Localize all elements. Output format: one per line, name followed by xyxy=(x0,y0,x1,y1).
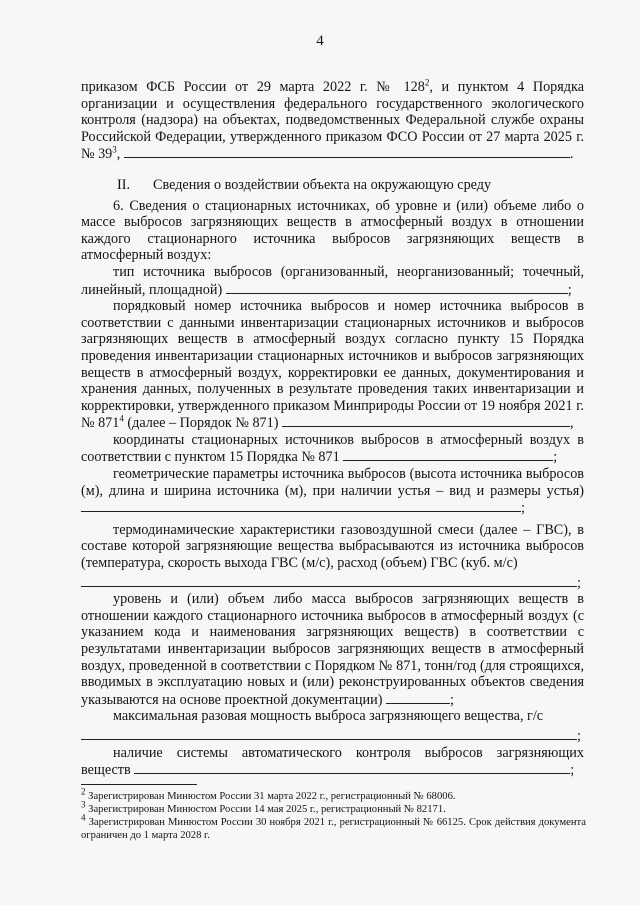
punct: , xyxy=(570,415,574,432)
geometry-field xyxy=(81,466,584,517)
source-type-field xyxy=(81,264,584,298)
footnote-ref-3: 3 xyxy=(112,144,117,155)
geometry-label: геометрические параметры источника выбросов (высота источника выбросов (м), длина и ширина источника (м), при наличии устья – вид и размеры устья) xyxy=(81,466,584,499)
auto-control-field xyxy=(81,745,584,779)
punct: ; xyxy=(577,574,581,591)
footnote-number: 3 xyxy=(81,799,86,810)
footnote-number: 4 xyxy=(81,812,86,823)
punct: ; xyxy=(449,691,454,708)
intro-text-b: , и пунктом 4 Порядка организации и осуществления федерального государственного экологического контроля (надзора) на объектах, подведомственных Федеральной службе охраны Российской Федерации, утвержденного приказом ФСО России от 27 марта 2025 г. № 39 xyxy=(81,79,584,163)
blank-line xyxy=(81,499,521,512)
item6-intro: 6. Сведения о стационарных источниках, об уровне и (или) объеме либо о массе выбросов загрязняющих веществ в атмосферный воздух в отношении каждого стационарного источника выбросов загрязняющих веществ в атмосферный воздух: xyxy=(81,197,584,264)
level-label: уровень и (или) объем либо масса выбросов загрязняющих веществ в отношении каждого стационарного источника выбросов в атмосферный воздух (с указанием кода и наименования загрязняющих веществ) в соответствии с результатами инвентаризации выбросов загрязняющих веществ в атмосферный воздух, проведенной в соответствии с Порядком № 871, тонн/год (для строящихся, вводимых в эксплуатацию новых и (или) реконструированных объектов сведения указываются на основе проектной документации) xyxy=(81,591,584,708)
auto-control-label: наличие системы автоматического контроля выбросов загрязняющих веществ xyxy=(81,744,584,779)
serial-number-label-a: порядковый номер источника выбросов и номер источника выбросов в соответствии с данными инвентаризации стационарных источников и выбросов загрязняющих веществ в атмосферный воздух согласно пункту 15 Порядка проведения инвентаризации стационарных источников и выбросов загрязняющих веществ в атмосферный воздух, корректировки ее данных, документирования и хранения данных, полученных в результате проведения таких инвентаризации и корректировки, утвержденного приказом Минприроды России от 19 ноября 2021 г. № 871 xyxy=(81,298,584,432)
blank-line xyxy=(81,572,577,587)
blank-line xyxy=(81,725,577,740)
section-title: Сведения о воздействии объекта на окружающую среду xyxy=(153,176,492,193)
footnote-number: 2 xyxy=(81,786,86,797)
blank-line xyxy=(282,414,570,427)
blank-line xyxy=(343,448,553,461)
level-field xyxy=(81,591,584,708)
intro-tail: , xyxy=(116,146,124,163)
footnote xyxy=(81,812,586,842)
serial-number-label-b: (далее – Порядок № 871) xyxy=(123,415,279,432)
blank-line xyxy=(386,691,450,704)
punct: ; xyxy=(567,281,572,298)
blank-line xyxy=(134,761,570,774)
footnote-text: Зарегистрирован Минюстом России 31 марта 2022 г., регистрационный № 68006. xyxy=(85,791,456,802)
intro-text-a: приказом ФСБ России от 29 марта 2022 г. № 128 xyxy=(81,79,425,95)
page-number: 4 xyxy=(316,33,324,49)
footnote-separator xyxy=(81,784,197,785)
coords-label: координаты стационарных источников выбросов в атмосферный воздух в соответствии с пунктом 15 Порядка № 871 xyxy=(81,431,584,466)
footnote xyxy=(81,799,586,816)
punct: ; xyxy=(553,449,558,466)
max-power-label: максимальная разовая мощность выброса загрязняющего вещества, г/с xyxy=(113,708,544,725)
footnote-text: Зарегистрирован Минюстом России 30 ноября 2021 г., регистрационный № 66125. Срок действия документа ограничен до 1 марта 2028 г. xyxy=(81,817,586,841)
punct: ; xyxy=(577,727,581,744)
thermo-field xyxy=(81,522,584,572)
intro-paragraph xyxy=(81,79,584,163)
section-heading xyxy=(81,177,584,194)
document-body xyxy=(81,79,584,779)
footnote-text: Зарегистрирован Минюстом России 14 мая 2025 г., регистрационный № 82171. xyxy=(85,804,446,815)
coords-field xyxy=(81,432,584,466)
footnote-ref-2: 2 xyxy=(424,77,430,88)
intro-period: . xyxy=(569,146,574,163)
footnotes xyxy=(81,786,586,842)
footnote-ref-4: 4 xyxy=(119,413,124,424)
punct: ; xyxy=(570,762,575,779)
section-number: II. xyxy=(117,176,130,193)
source-type-label: тип источника выбросов (организованный, неорганизованный; точечный, линейный, площадной) xyxy=(81,263,584,298)
punct: ; xyxy=(521,500,525,517)
blank-line xyxy=(226,281,568,294)
serial-number-field xyxy=(81,298,584,432)
max-power-field xyxy=(81,708,584,725)
blank-line xyxy=(124,145,570,158)
footnote xyxy=(81,786,586,803)
thermo-label: термодинамические характеристики газовоздушной смеси (далее – ГВС), в составе которой загрязняющие вещества выбрасываются из источника выбросов (температура, скорость выхода ГВС (м/с), расход (объем) ГВС (куб. м/с) xyxy=(81,521,584,572)
